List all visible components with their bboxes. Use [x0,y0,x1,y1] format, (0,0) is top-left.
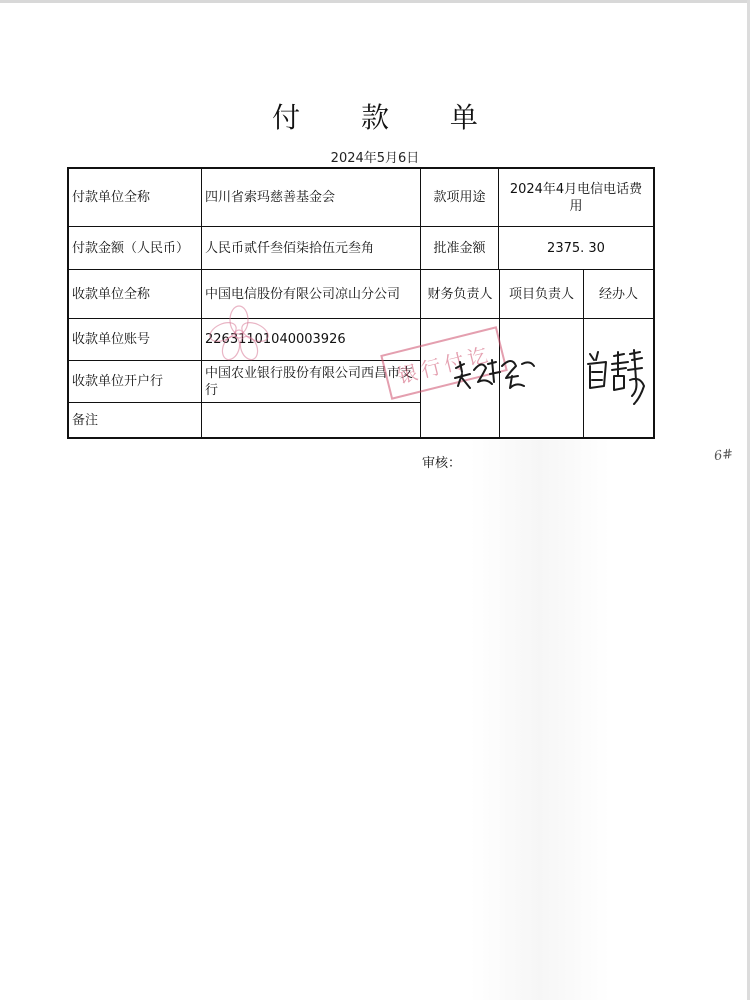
document-date: 2024年5月6日 [330,151,420,166]
audit-label: 审核： [422,456,462,471]
remarks-label: 备注 [72,412,99,428]
purpose-value: 2024年4月电信电话费用 [509,181,643,214]
amount-words-label: 付款金额（人民币） [72,240,190,256]
approved-amount-value: 2375. 30 [547,240,605,256]
payment-form-table [67,167,655,439]
payee-account-label: 收款单位账号 [72,332,151,347]
seal-flower-icon [203,302,275,364]
approved-amount-label: 批准金额 [433,240,486,256]
project-head-signature [452,352,538,396]
project-head-label: 项目负责人 [508,286,574,302]
handler-label: 经办人 [598,286,638,302]
payee-bank-value: 中国农业银行股份有限公司西昌市支行 [205,365,414,398]
amount-words-value: 人民币贰仟叁佰柒拾伍元叁角 [205,240,375,256]
payer-name-value: 四川省索玛慈善基金会 [205,190,336,205]
purpose-label: 款项用途 [433,190,486,205]
margin-note: 6# [713,446,735,465]
scan-streak [470,440,610,1000]
handler-signature [584,346,646,410]
remarks-value [202,403,420,437]
document-title: 付 款 单 [272,101,504,134]
payee-name-value: 中国电信股份有限公司凉山分公司 [205,286,401,302]
bank-paid-stamp: 银行付讫 [380,326,508,400]
payer-name-label: 付款单位全称 [72,190,151,205]
payee-name-label: 收款单位全称 [72,286,151,302]
scan-edge [0,0,750,3]
payee-bank-label: 收款单位开户行 [72,374,164,389]
finance-head-label: 财务负责人 [427,286,493,302]
payee-account-value: 22631101040003926 [205,332,346,347]
